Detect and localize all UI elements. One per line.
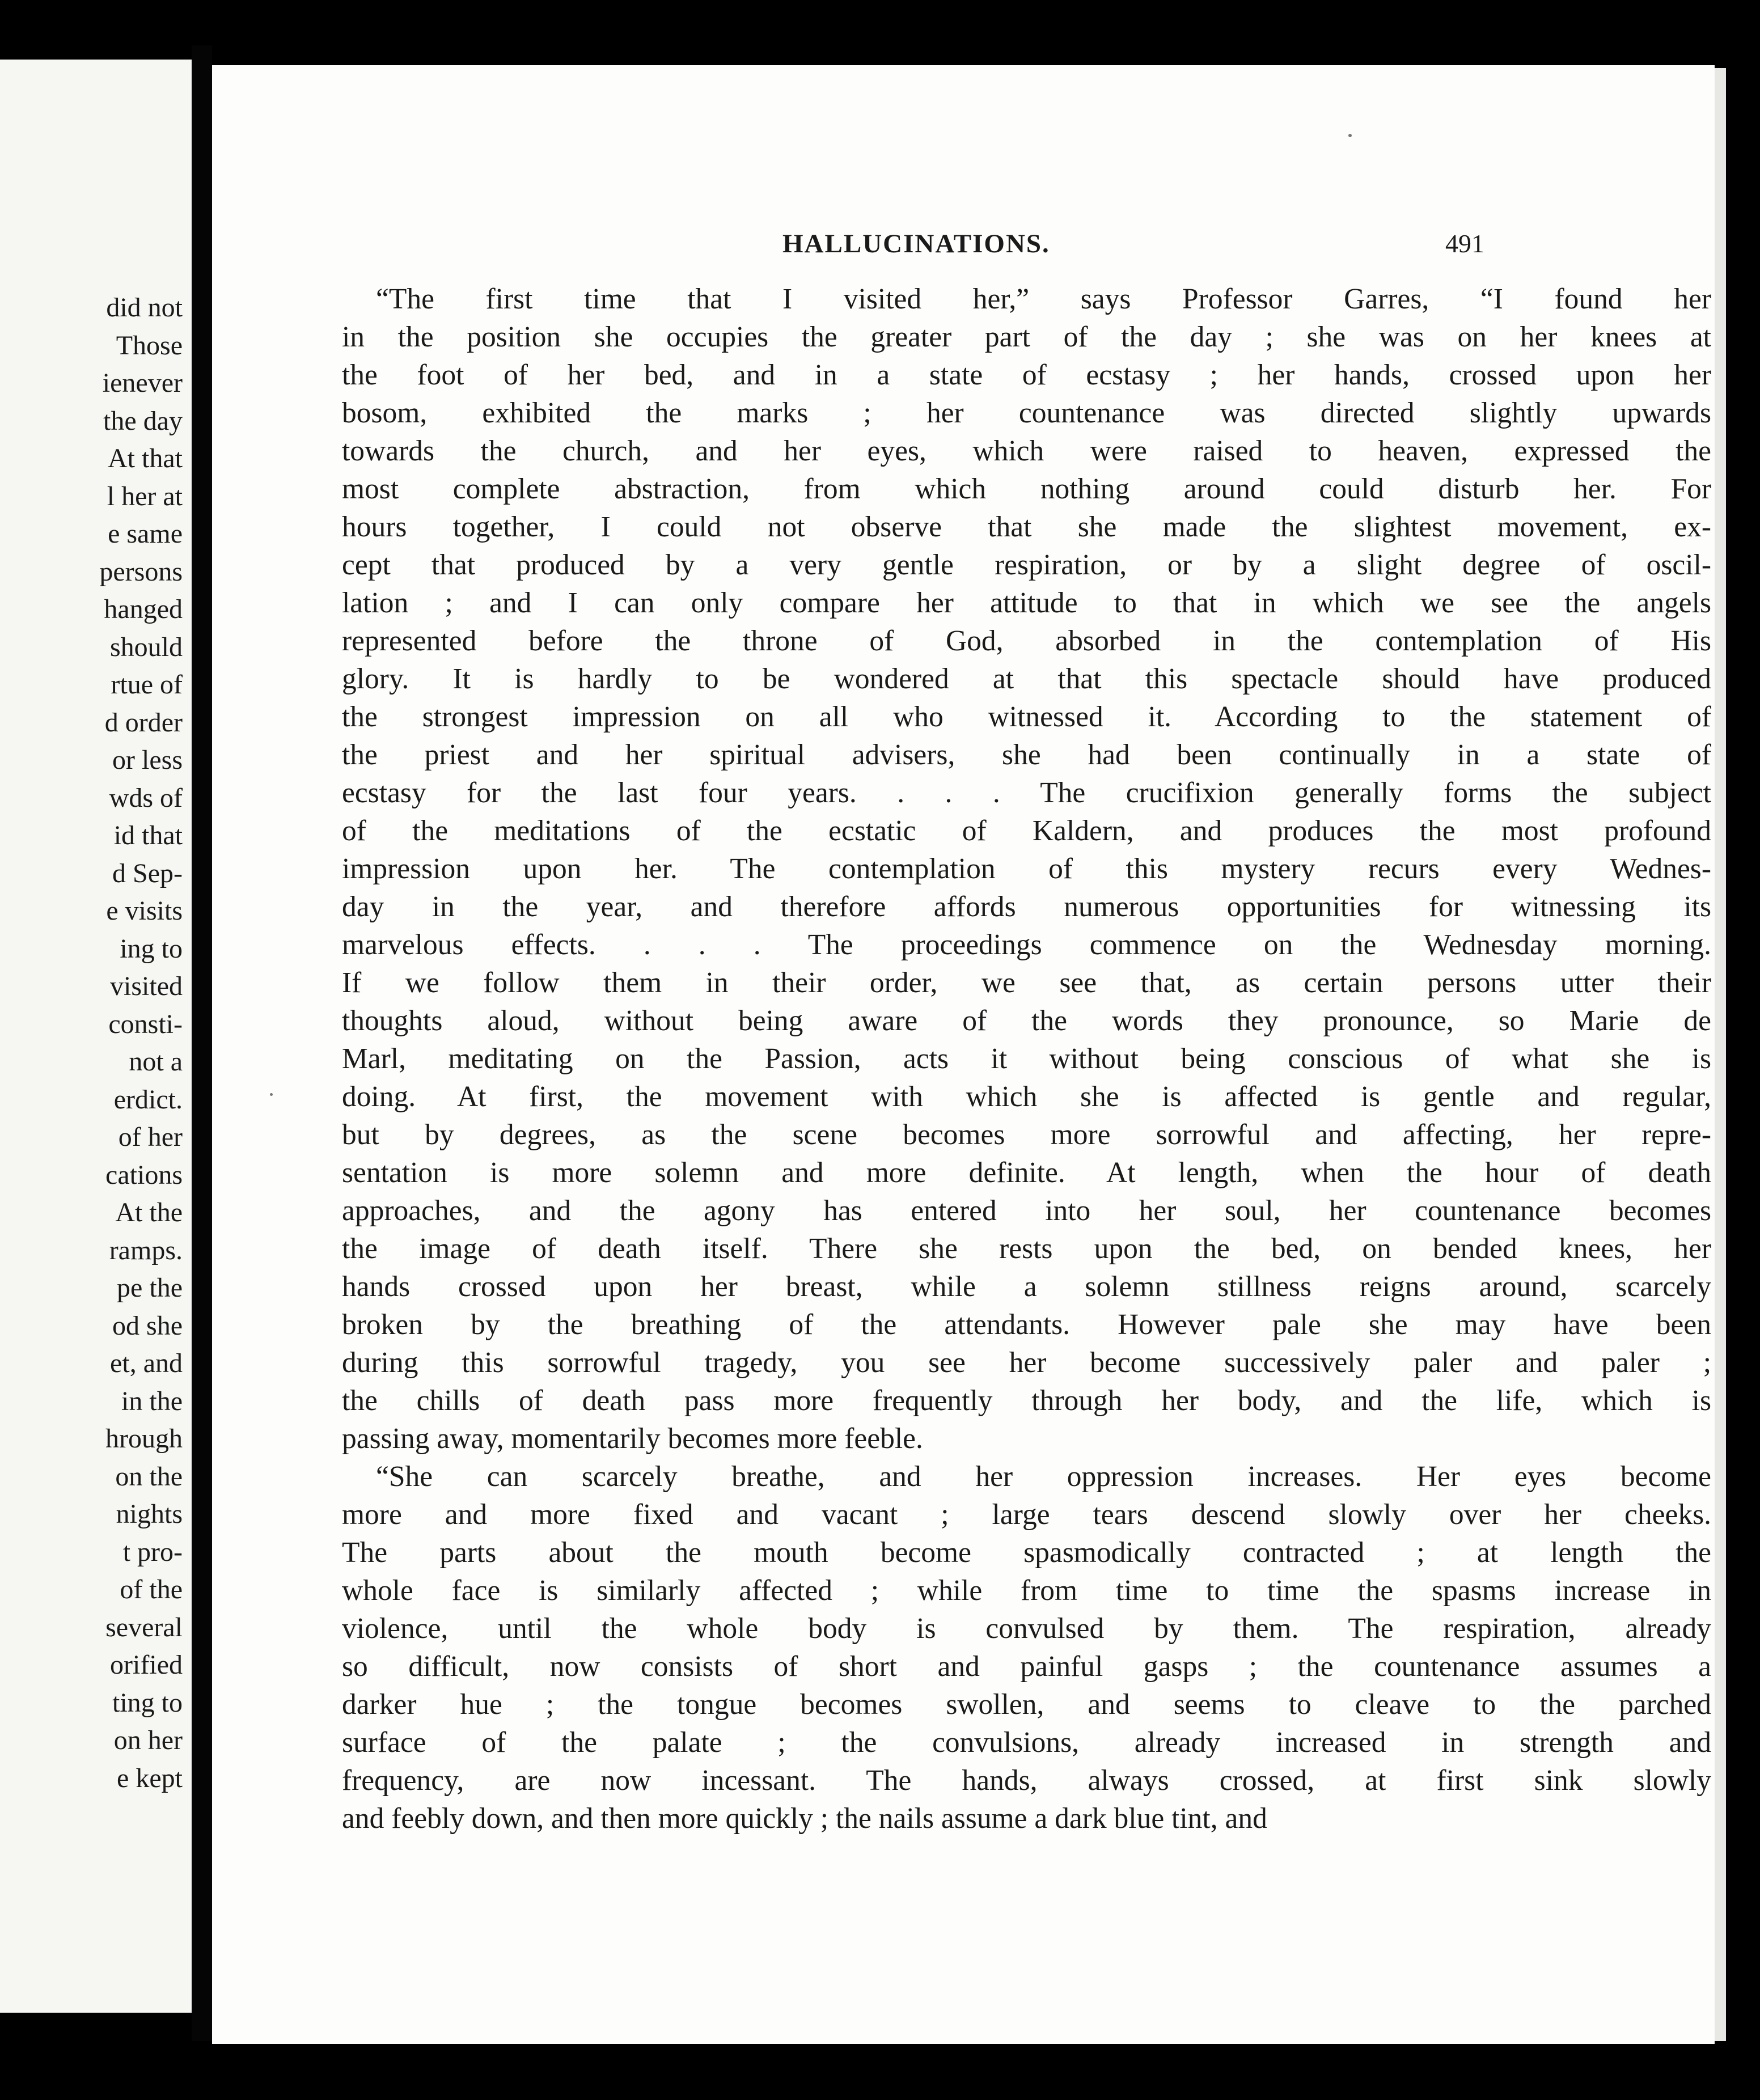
- text-line: surface of the palate ; the convulsions, already increased in strength and: [342, 1726, 1711, 1759]
- left-page-line: or less: [112, 745, 183, 775]
- text-line: Marl, meditating on the Passion, acts it without being conscious of what she is: [342, 1043, 1711, 1075]
- left-page-line: in the: [121, 1386, 183, 1416]
- text-line: towards the church, and her eyes, which were raised to heaven, expressed the: [342, 435, 1711, 467]
- left-page-line: consti-: [108, 1009, 183, 1039]
- left-page-text: [99, 289, 183, 1797]
- text-line: represented before the throne of God, absorbed in the contemplation of His: [342, 625, 1711, 657]
- left-page-line: visited: [110, 971, 183, 1001]
- text-line: and feebly down, and then more quickly ; the nails assume a dark blue tint, and: [342, 1802, 1267, 1835]
- left-page-line: on the: [115, 1461, 183, 1492]
- left-page-line: t pro-: [122, 1536, 183, 1567]
- text-line: the strongest impression on all who witnessed it. According to the statement of: [342, 701, 1711, 733]
- text-line: “She can scarcely breathe, and her oppression increases. Her eyes become: [376, 1460, 1711, 1493]
- text-line: in the position she occupies the greater part of the day ; she was on her knees at: [342, 321, 1711, 353]
- left-page-line: e kept: [117, 1763, 183, 1793]
- running-header: [782, 218, 1123, 269]
- left-page-line: the day: [103, 405, 183, 436]
- text-line: marvelous effects. . . . The proceedings commence on the Wednesday morning.: [342, 929, 1711, 961]
- left-page-line: e same: [108, 519, 183, 549]
- left-page-line: hrough: [105, 1424, 183, 1454]
- left-page-line: pe the: [117, 1273, 183, 1303]
- left-page-line: od she: [112, 1310, 183, 1341]
- text-line: the priest and her spiritual advisers, she had been continually in a state of: [342, 739, 1711, 771]
- text-line: bosom, exhibited the marks ; her countenance was directed slightly upwards: [342, 397, 1711, 429]
- text-line: ecstasy for the last four years. . . . The crucifixion generally forms the subject: [342, 777, 1711, 809]
- text-line: doing. At first, the movement with which she is affected is gentle and regular,: [342, 1081, 1711, 1113]
- left-page-line: erdict.: [113, 1084, 183, 1115]
- header-title: HALLUCINATIONS.: [782, 229, 1050, 259]
- left-page-line: At that: [108, 443, 183, 473]
- text-line: day in the year, and therefore affords numerous opportunities for witnessing its: [342, 891, 1711, 923]
- text-line: “The first time that I visited her,” says Professor Garres, “I found her: [376, 283, 1711, 315]
- page-number: 491: [1445, 229, 1484, 258]
- text-line: If we follow them in their order, we see that, as certain persons utter their: [342, 967, 1711, 999]
- text-line: whole face is similarly affected ; while from time to time the spasms increase in: [342, 1574, 1711, 1607]
- text-line: broken by the breathing of the attendants. However pale she may have been: [342, 1309, 1711, 1341]
- scan-speck: [1348, 134, 1352, 137]
- left-page-line: persons: [99, 556, 183, 587]
- left-page-line: e visits: [106, 896, 183, 926]
- left-page-fragment: [0, 60, 192, 2013]
- left-page-line: not a: [129, 1047, 183, 1077]
- left-page-line: on her: [113, 1725, 183, 1755]
- left-page-line: d Sep-: [112, 858, 183, 888]
- left-page-line: At the: [115, 1197, 183, 1227]
- left-page-line: orified: [110, 1650, 183, 1680]
- scan-speck: [270, 1093, 273, 1096]
- left-page-line: nights: [116, 1499, 183, 1529]
- left-page-line: d order: [104, 707, 183, 738]
- text-line: the image of death itself. There she rests upon the bed, on bended knees, her: [342, 1233, 1711, 1265]
- text-line: violence, until the whole body is convulsed by them. The respiration, already: [342, 1612, 1711, 1645]
- text-line: of the meditations of the ecstatic of Kaldern, and produces the most profound: [342, 815, 1711, 847]
- page-edge: [1715, 68, 1726, 2041]
- left-page-line: of her: [118, 1122, 183, 1152]
- left-page-line: hanged: [104, 594, 183, 624]
- left-page-line: ienever: [102, 368, 183, 398]
- text-line: more and more fixed and vacant ; large tears descend slowly over her cheeks.: [342, 1498, 1711, 1531]
- left-page-line: ting to: [112, 1687, 183, 1718]
- left-page-line: of the: [120, 1574, 183, 1604]
- text-line: passing away, momentarily becomes more feeble.: [342, 1422, 923, 1455]
- text-line: the chills of death pass more frequently through her body, and the life, which is: [342, 1385, 1711, 1417]
- left-page-line: should: [109, 632, 183, 662]
- body-text: [342, 280, 1711, 1837]
- text-line: lation ; and I can only compare her attitude to that in which we see the angels: [342, 587, 1711, 619]
- left-page-line: wds of: [109, 782, 183, 813]
- text-line: sentation is more solemn and more definite. At length, when the hour of death: [342, 1157, 1711, 1189]
- text-line: darker hue ; the tongue becomes swollen, and seems to cleave to the parched: [342, 1688, 1711, 1721]
- text-line: cept that produced by a very gentle respiration, or by a slight degree of oscil-: [342, 549, 1711, 581]
- left-page-line: several: [105, 1612, 183, 1642]
- left-page-line: Those: [116, 330, 183, 361]
- left-page-line: rtue of: [111, 670, 183, 700]
- left-page-line: cations: [105, 1159, 183, 1190]
- left-page-line: et, and: [110, 1348, 183, 1378]
- text-line: so difficult, now consists of short and painful gasps ; the countenance assumes a: [342, 1650, 1711, 1683]
- text-line: impression upon her. The contemplation of this mystery recurs every Wednes-: [342, 853, 1711, 885]
- text-line: hands crossed upon her breast, while a solemn stillness reigns around, scarcely: [342, 1271, 1711, 1303]
- text-line: The parts about the mouth become spasmodically contracted ; at length the: [342, 1536, 1711, 1569]
- left-page-line: l her at: [107, 481, 183, 511]
- text-line: during this sorrowful tragedy, you see her become successively paler and paler ;: [342, 1347, 1711, 1379]
- text-line: hours together, I could not observe that she made the slightest movement, ex-: [342, 511, 1711, 543]
- text-line: thoughts aloud, without being aware of the words they pronounce, so Marie de: [342, 1005, 1711, 1037]
- text-line: approaches, and the agony has entered into her soul, her countenance becomes: [342, 1195, 1711, 1227]
- left-page-line: ramps.: [109, 1235, 183, 1265]
- text-line: frequency, are now incessant. The hands, always crossed, at first sink slowly: [342, 1764, 1711, 1797]
- book-gutter: [192, 45, 212, 2041]
- left-page-line: did not: [106, 293, 183, 323]
- right-page: [212, 65, 1715, 2044]
- left-page-line: id that: [113, 820, 183, 850]
- text-line: the foot of her bed, and in a state of ecstasy ; her hands, crossed upon her: [342, 359, 1711, 391]
- text-line: glory. It is hardly to be wondered at that this spectacle should have produced: [342, 663, 1711, 695]
- text-line: but by degrees, as the scene becomes more sorrowful and affecting, her repre-: [342, 1119, 1711, 1151]
- text-line: most complete abstraction, from which nothing around could disturb her. For: [342, 473, 1711, 505]
- left-page-line: ing to: [120, 933, 183, 964]
